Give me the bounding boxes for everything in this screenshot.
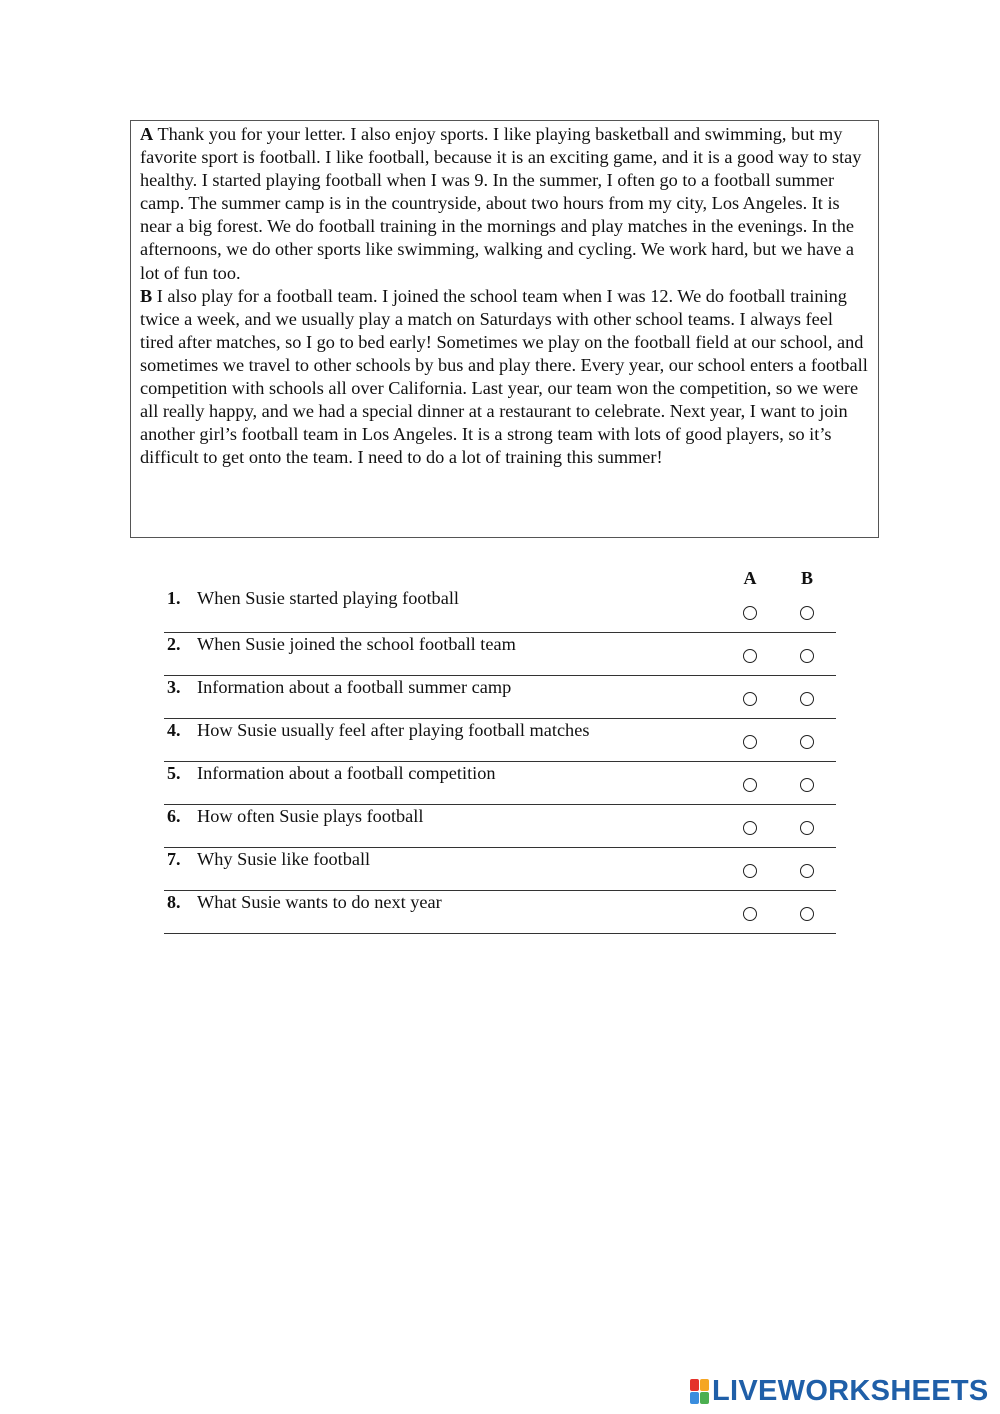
radio-option-a[interactable] xyxy=(743,821,757,835)
radio-option-a[interactable] xyxy=(743,778,757,792)
radio-option-a[interactable] xyxy=(743,735,757,749)
question-number: 3. xyxy=(167,677,181,697)
paragraph-b-label: B xyxy=(140,285,153,306)
radio-option-b[interactable] xyxy=(800,778,814,792)
question-text: Why Susie like football xyxy=(197,849,371,869)
question-text: What Susie wants to do next year xyxy=(197,892,442,912)
radio-option-b[interactable] xyxy=(800,692,814,706)
reading-passage-box xyxy=(130,120,879,538)
question-text: Information about a football competition xyxy=(197,763,496,783)
matching-quiz xyxy=(164,566,836,934)
radio-option-b[interactable] xyxy=(800,907,814,921)
logo-blocks-icon xyxy=(690,1378,710,1404)
radio-option-a[interactable] xyxy=(743,606,757,620)
question-row-7 xyxy=(164,848,836,891)
column-b-header: B xyxy=(800,568,813,588)
question-number: 5. xyxy=(167,763,181,783)
radio-option-a[interactable] xyxy=(743,907,757,921)
question-number: 2. xyxy=(167,634,181,654)
question-row-3 xyxy=(164,676,836,719)
radio-option-a[interactable] xyxy=(743,692,757,706)
radio-option-a[interactable] xyxy=(743,864,757,878)
paragraph-a xyxy=(140,123,870,285)
radio-option-b[interactable] xyxy=(800,649,814,663)
paragraph-a-text: Thank you for your letter. I also enjoy sports. I like playing basketball and swimming, but my favorite sport is football. I like football, because it is an exciting game, and it is a good way to stay healthy. I started playing football when I was 9. In the summer, I often go to a football summer camp. The summer camp is in the countryside, about two hours from my city, Los Angeles. It is near a big forest. We do football training in the mornings and play matches in the evenings. In the afternoons, we do other sports like swimming, walking and cycling. We work hard, but we have a lot of fun too. xyxy=(140,124,862,283)
radio-option-a[interactable] xyxy=(743,649,757,663)
radio-option-b[interactable] xyxy=(800,821,814,835)
radio-option-b[interactable] xyxy=(800,735,814,749)
question-number: 8. xyxy=(167,892,181,912)
paragraph-b-text: I also play for a football team. I joined the school team when I was 12. We do football training twice a week, and we usually play a match on Saturdays with other school teams. I always feel tired after matches, so I go to bed early! Sometimes we play on the football field at our school, and sometimes we travel to other schools by bus and play there. Every year, our school enters a football competition with schools all over California. Last year, our team won the competition, so we were all really happy, and we had a special dinner at a restaurant to celebrate. Next year, I want to join another girl’s football team in Los Angeles. It is a strong team with lots of good players, so it’s difficult to get onto the team. I need to do a lot of training this summer! xyxy=(140,285,868,468)
question-number: 7. xyxy=(167,849,181,869)
logo-text: LIVEWORKSHEETS xyxy=(712,1374,989,1407)
question-text: How often Susie plays football xyxy=(197,806,424,826)
radio-option-b[interactable] xyxy=(800,864,814,878)
question-row-4 xyxy=(164,719,836,762)
paragraph-b xyxy=(140,285,870,470)
question-row-1 xyxy=(164,590,836,633)
paragraph-a-label: A xyxy=(140,124,154,144)
column-a-header: A xyxy=(743,568,757,588)
radio-option-b[interactable] xyxy=(800,606,814,620)
question-row-2 xyxy=(164,633,836,676)
question-text: Information about a football summer camp xyxy=(197,677,512,697)
question-row-8 xyxy=(164,891,836,934)
question-text: When Susie joined the school football team xyxy=(197,634,516,654)
question-number: 1. xyxy=(167,588,181,608)
quiz-header xyxy=(164,566,836,590)
question-number: 4. xyxy=(167,720,181,740)
question-number: 6. xyxy=(167,806,181,826)
question-row-5 xyxy=(164,762,836,805)
liveworksheets-logo xyxy=(690,1374,989,1408)
question-text: When Susie started playing football xyxy=(197,588,459,608)
question-row-6 xyxy=(164,805,836,848)
question-text: How Susie usually feel after playing football matches xyxy=(197,720,590,740)
